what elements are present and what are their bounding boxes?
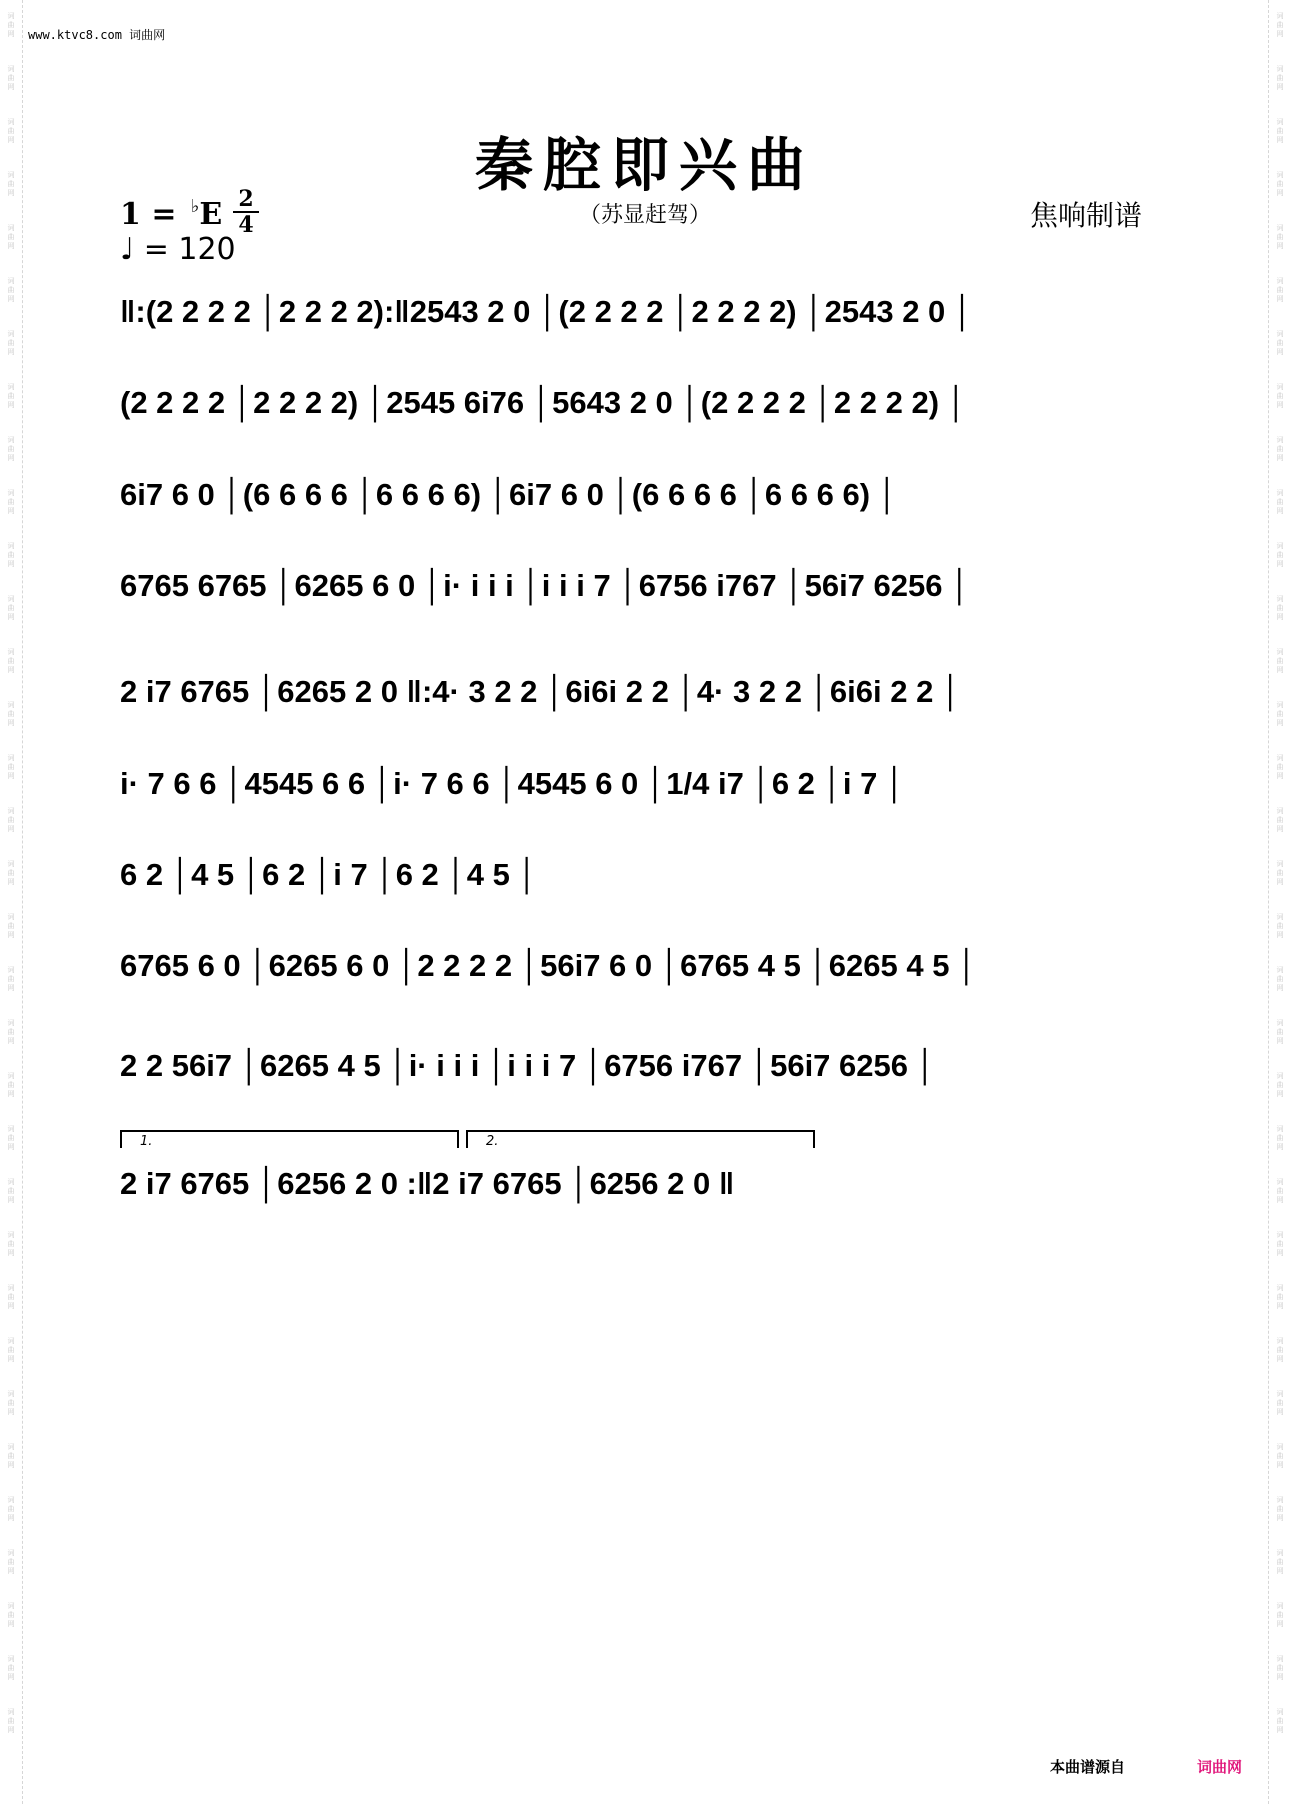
watermark-text: 词 曲 网: [7, 1284, 15, 1310]
ending-2-bracket: [466, 1130, 815, 1148]
watermark-text: 词 曲 网: [1276, 1655, 1284, 1681]
watermark-text: 词 曲 网: [7, 1390, 15, 1416]
watermark-text: 词 曲 网: [7, 118, 15, 144]
watermark-text: 词 曲 网: [7, 1602, 15, 1628]
watermark-text: 词 曲 网: [1276, 648, 1284, 674]
watermark-text: 词 曲 网: [1276, 1708, 1284, 1734]
watermark-text: 词 曲 网: [7, 595, 15, 621]
watermark-text: 词 曲 网: [7, 277, 15, 303]
watermark-text: 词 曲 网: [7, 1178, 15, 1204]
watermark-text: 词 曲 网: [7, 1655, 15, 1681]
watermark-text: 词 曲 网: [1276, 1284, 1284, 1310]
staff-notes: 6765 6765 │6265 6 0 │i· i i i │i i i 7 │6756 i767 │56i7 6256 │: [120, 568, 971, 603]
watermark-text: 词 曲 网: [1276, 1231, 1284, 1257]
watermark-text: 词 曲 网: [1276, 1019, 1284, 1045]
watermark-text: 词 曲 网: [1276, 1072, 1284, 1098]
watermark-text: 词 曲 网: [7, 807, 15, 833]
watermark-text: 词 曲 网: [7, 1549, 15, 1575]
watermark-text: 词 曲 网: [1276, 1390, 1284, 1416]
watermark-text: 词 曲 网: [7, 171, 15, 197]
watermark-text: 词 曲 网: [7, 913, 15, 939]
watermark-text: 词 曲 网: [7, 754, 15, 780]
watermark-text: 词 曲 网: [7, 860, 15, 886]
watermark-text: 词 曲 网: [1276, 1125, 1284, 1151]
quarter-note-icon: ♩: [120, 232, 135, 267]
flat-sign: ♭: [190, 196, 200, 217]
watermark-text: 词 曲 网: [7, 1443, 15, 1469]
watermark-text: 词 曲 网: [1276, 542, 1284, 568]
watermark-text: 词 曲 网: [7, 1708, 15, 1734]
watermark-text: 词 曲 网: [7, 1125, 15, 1151]
watermark-text: 词 曲 网: [1276, 1549, 1284, 1575]
watermark-text: 词 曲 网: [7, 330, 15, 356]
staff-notes: ‖:(2 2 2 2 │2 2 2 2):‖2543 2 0 │(2 2 2 2 │2 2 2 2) │2543 2 0 │: [120, 294, 974, 329]
key-note: E: [199, 197, 223, 232]
watermark-text: 词 曲 网: [1276, 277, 1284, 303]
watermark-text: 词 曲 网: [1276, 1443, 1284, 1469]
score-title: 秦腔即兴曲: [474, 131, 815, 199]
watermark-text: 词 曲 网: [7, 1231, 15, 1257]
staff-notes: (2 2 2 2 │2 2 2 2) │2545 6i76 │5643 2 0 │(2 2 2 2 │2 2 2 2) │: [120, 385, 968, 420]
watermark-text: 词 曲 网: [1276, 65, 1284, 91]
watermark-text: 词 曲 网: [1276, 436, 1284, 462]
key-signature: [120, 196, 222, 232]
score-subtitle: （苏显赶驾）: [578, 203, 711, 228]
tempo-marking: [120, 232, 236, 267]
ending-2-label: 2.: [486, 1134, 499, 1149]
watermark-text: 词 曲 网: [1276, 330, 1284, 356]
key-prefix: 1 =: [120, 197, 187, 232]
watermark-text: 词 曲 网: [7, 1496, 15, 1522]
watermark-text: 词 曲 网: [7, 542, 15, 568]
watermark-text: 词 曲 网: [7, 12, 15, 38]
watermark-text: 词 曲 网: [1276, 1496, 1284, 1522]
watermark-text: 词 曲 网: [1276, 701, 1284, 727]
watermark-text: 词 曲 网: [7, 224, 15, 250]
watermark-text: 词 曲 网: [1276, 383, 1284, 409]
watermark-text: 词 曲 网: [1276, 595, 1284, 621]
watermark-text: 词 曲 网: [7, 1337, 15, 1363]
watermark-text: 词 曲 网: [1276, 966, 1284, 992]
watermark-text: 词 曲 网: [7, 966, 15, 992]
left-watermark-strip: [0, 0, 23, 1804]
footer-source-label: 本曲谱源自: [1050, 1758, 1126, 1776]
staff-notes: 6i7 6 0 │(6 6 6 6 │6 6 6 6) │6i7 6 0 │(6 6 6 6 │6 6 6 6) │: [120, 477, 899, 512]
watermark-text: 词 曲 网: [1276, 1178, 1284, 1204]
staff-notes: i· 7 6 6 │4545 6 6 │i· 7 6 6 │4545 6 0 │1/4 i7 │6 2 │i 7 │: [120, 766, 906, 801]
staff-notes: 2 i7 6765 │6265 2 0 ‖:4· 3 2 2 │6i6i 2 2 │4· 3 2 2 │6i6i 2 2 │: [120, 674, 962, 709]
watermark-text: 词 曲 网: [7, 65, 15, 91]
watermark-text: 词 曲 网: [1276, 118, 1284, 144]
watermark-text: 词 曲 网: [1276, 224, 1284, 250]
watermark-text: 词 曲 网: [7, 648, 15, 674]
staff-notes: 2 i7 6765 │6256 2 0 :‖2 i7 6765 │6256 2 0 ‖: [120, 1166, 735, 1201]
watermark-text: 词 曲 网: [1276, 754, 1284, 780]
watermark-text: 词 曲 网: [1276, 12, 1284, 38]
watermark-text: 词 曲 网: [1276, 807, 1284, 833]
watermark-text: 词 曲 网: [1276, 489, 1284, 515]
watermark-text: 词 曲 网: [1276, 1602, 1284, 1628]
ending-1-bracket: [120, 1130, 459, 1148]
footer-site-link[interactable]: 词曲网: [1197, 1758, 1243, 1776]
watermark-text: 词 曲 网: [7, 489, 15, 515]
arranger-credit: 焦响制谱: [1030, 199, 1143, 232]
watermark-text: 词 曲 网: [1276, 913, 1284, 939]
time-signature-bottom: 4: [238, 212, 254, 238]
time-signature-top: 2: [238, 186, 254, 212]
site-header[interactable]: www.ktvc8.com 词曲网: [28, 28, 166, 42]
staff-notes: 6 2 │4 5 │6 2 │i 7 │6 2 │4 5 │: [120, 857, 538, 892]
watermark-text: 词 曲 网: [7, 436, 15, 462]
ending-1-label: 1.: [140, 1134, 153, 1149]
watermark-text: 词 曲 网: [7, 701, 15, 727]
time-signature: [233, 188, 259, 236]
watermark-text: 词 曲 网: [7, 1072, 15, 1098]
staff-notes: 6765 6 0 │6265 6 0 │2 2 2 2 │56i7 6 0 │6765 4 5 │6265 4 5 │: [120, 948, 978, 983]
watermark-text: 词 曲 网: [1276, 860, 1284, 886]
watermark-text: 词 曲 网: [1276, 1337, 1284, 1363]
staff-notes: 2 2 56i7 │6265 4 5 │i· i i i │i i i 7 │6756 i767 │56i7 6256 │: [120, 1048, 936, 1083]
watermark-text: 词 曲 网: [1276, 171, 1284, 197]
watermark-text: 词 曲 网: [7, 1019, 15, 1045]
watermark-text: 词 曲 网: [7, 383, 15, 409]
tempo-text: = 120: [143, 232, 236, 267]
right-watermark-strip: [1268, 0, 1290, 1804]
